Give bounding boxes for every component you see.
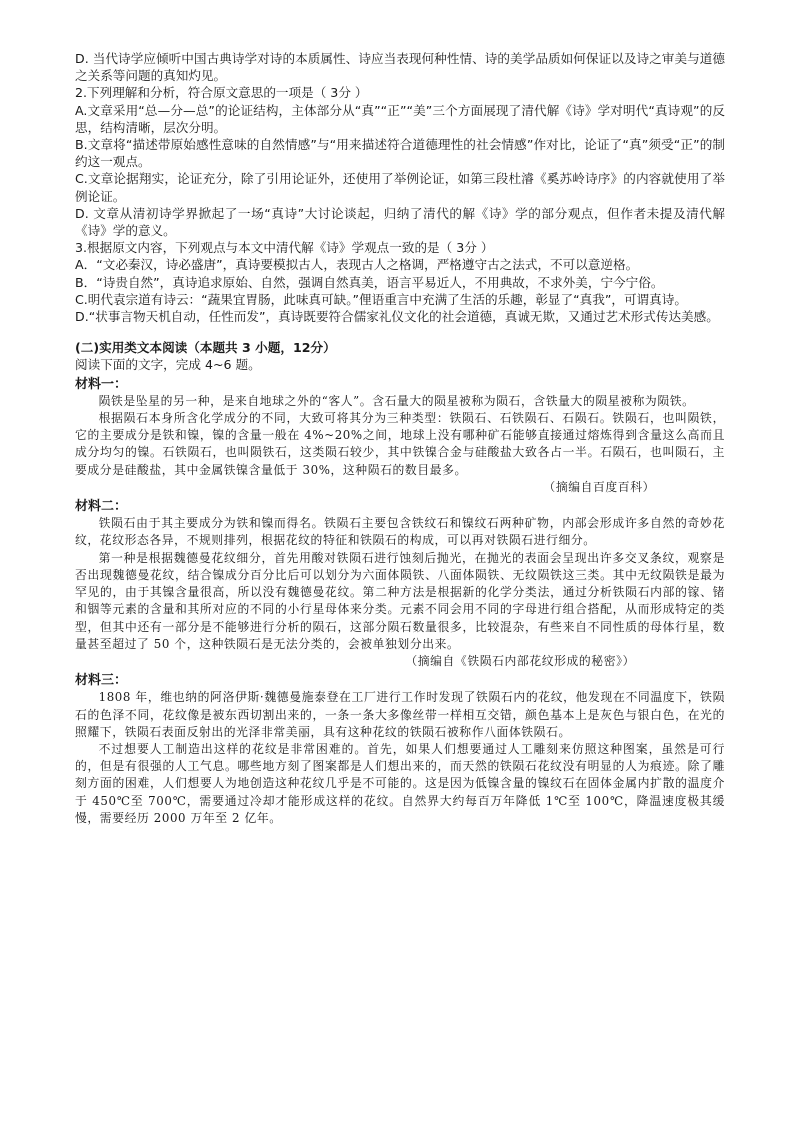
q2-stem: 2.下列理解和分析，符合原文意思的一项是（ 3分 ） bbox=[75, 85, 368, 101]
q3-option-d: D.“状事言物天机自动，任性而发”，真诗既要符合儒家礼仪文化的社会道德，真诚无欺，又通过艺术形式传达美感。 bbox=[75, 309, 719, 325]
material-3-label: 材料三： bbox=[75, 673, 128, 689]
material-2-para-1: 铁陨石由于其主要成分为铁和镍而得名。铁陨石主要包含铁纹石和镍纹石两种矿物，内部会形成许多自然的奇妙花纹，花纹形态各异，不规则排列，根据花纹的特征和铁陨石的构成，可以再对铁陨石进行细分。 bbox=[75, 516, 725, 548]
material-3-para-1: 1808 年，维也纳的阿洛伊斯·魏德曼施泰登在工厂进行工作时发现了铁陨石内的花纹，他发现在不同温度下，铁陨石的色泽不同，花纹像是被东西切割出来的，一条一条大多像丝带一样相互交错，颜色基本上是灰色与银白色，在光的照耀下，铁陨石表面反射出的光泽非常美丽，具有这种花纹的铁陨石被称作八面体铁陨石。 bbox=[75, 690, 725, 739]
q2-option-a: A.文章采用“总—分—总”的论证结构，主体部分从“真”“正”“美”三个方面展现了清代解《诗》学对明代“真诗观”的反思，结构清晰，层次分明。 bbox=[75, 102, 725, 135]
exam-page bbox=[75, 50, 725, 827]
q3-option-b: B．“诗贵自然”，真诗追求原始、自然，强调自然真美，语言平易近人，不用典故，不求外美，宁今宁俗。 bbox=[75, 274, 664, 290]
q2-option-d: D. 文章从清初诗学界掀起了一场“真诗”大讨论谈起，归纳了清代的解《诗》学的部分观点，但作者未提及清代解《诗》学的意义。 bbox=[75, 205, 725, 239]
section-title: (二)实用类文本阅读（本题共 3 小题，12分） bbox=[75, 340, 336, 356]
material-1-para-1: 陨铁是坠星的另一种，是来自地球之外的“客人”。含石量大的陨星被称为陨石，含铁量大的陨星被称为陨铁。 bbox=[98, 393, 695, 408]
material-3-para-2: 不过想要人工制造出这样的花纹是非常困难的。首先，如果人们想要通过人工雕刻来仿照这种图案，虽然是可行的，但是有很强的人工气息。哪些地方刻了图案都是人们想出来的，而天然的铁陨石花纹没有明显的人为痕迹。除了雕刻方面的困难，人们想要人为地创造这种花纹几乎是不可能的。这是因为低镍含量的镍纹石在固体金属内扩散的温度介于 450℃至 700℃，需要通过冷却才能形成这样的花纹。自然界大约每百万年降低 1℃至 100℃，降温速度极其缓慢，需要经历 2000 万年至 2 亿年。 bbox=[75, 741, 725, 825]
q3-stem: 3.根据原文内容，下列观点与本文中清代解《诗》学观点一致的是（ 3分 ） bbox=[75, 240, 494, 256]
material-1-source: （摘编自百度百科） bbox=[543, 479, 655, 494]
q3-option-a: A．“文必秦汉，诗必盛唐”，真诗要模拟古人，表现古人之格调，严格遵守古之法式，不可以意逆格。 bbox=[75, 257, 639, 273]
material-1-label: 材料一： bbox=[75, 376, 128, 392]
section-spacer bbox=[75, 325, 725, 339]
q1-option-d: D. 当代诗学应倾听中国古典诗学对诗的本质属性、诗应当表现何种性情、诗的美学品质如何保证以及诗之审美与道德之关系等问题的真知灼见。 bbox=[75, 51, 725, 84]
material-2-source: （摘编自《铁陨石内部花纹形成的秘密》） bbox=[405, 653, 635, 668]
material-2-para-2: 第一种是根据魏德曼花纹细分，首先用酸对铁陨石进行蚀刻后抛光，在抛光的表面会呈现出许多交叉条纹，观察是否出现魏德曼花纹，结合镍成分百分比后可以划分为六面体陨铁、八面体陨铁、无纹陨铁这三类。其中无纹陨铁是最为罕见的，由于其镍含量很高，所以没有魏德曼花纹。第二种方法是根据新的化学分类法，通过分析铁陨石内部的镓、锗和铟等元素的含量和其所对应的不同的小行星母体来分类。元素不同会用不同的字母进行组合搭配，从而形成特定的类型，但其中还有一部分是不能够进行分析的陨石，这部分陨石数量很多，比较混杂，有些来自不同性质的母体行星，数量甚至超过了 50 个，这种铁陨石是无法分类的，会被单独划分出来。 bbox=[75, 550, 725, 651]
q2-option-c: C.文章论据翔实，论证充分，除了引用论证外，还使用了举例论证，如第三段杜濬《奚苏岭诗序》的内容就使用了举例论证。 bbox=[75, 171, 725, 204]
q3-option-c: C.明代袁宗道有诗云：“蔬果宜胃肠，此味真可缺。”俚语重言中充满了生活的乐趣，彰显了“真我”，可谓真诗。 bbox=[75, 291, 687, 307]
section-instruction: 阅读下面的文字，完成 4~6 题。 bbox=[75, 357, 261, 373]
q2-option-b: B.文章将“描述带原始感性意味的自然情感”与“用来描述符合道德理性的社会情感”作对比，论证了“真”须受“正”的制约这一观点。 bbox=[75, 137, 725, 170]
material-2-label: 材料二： bbox=[75, 499, 128, 515]
material-1-para-2: 根据陨石本身所含化学成分的不同，大致可将其分为三种类型：铁陨石、石铁陨石、石陨石。铁陨石，也叫陨铁，它的主要成分是铁和镍，镍的含量一般在 4%~20%之间，地球上没有哪种矿石能够直接通过熔炼得到含量这么高而且成分均匀的镍。石铁陨石，也叫陨铁石，这类陨石较少，其中铁镍合金与硅酸盐大致各占一半。石陨石，也叫陨石，主要成分是硅酸盐，其中金属铁镍含量低于 30%，这种陨石的数目最多。 bbox=[75, 411, 725, 477]
